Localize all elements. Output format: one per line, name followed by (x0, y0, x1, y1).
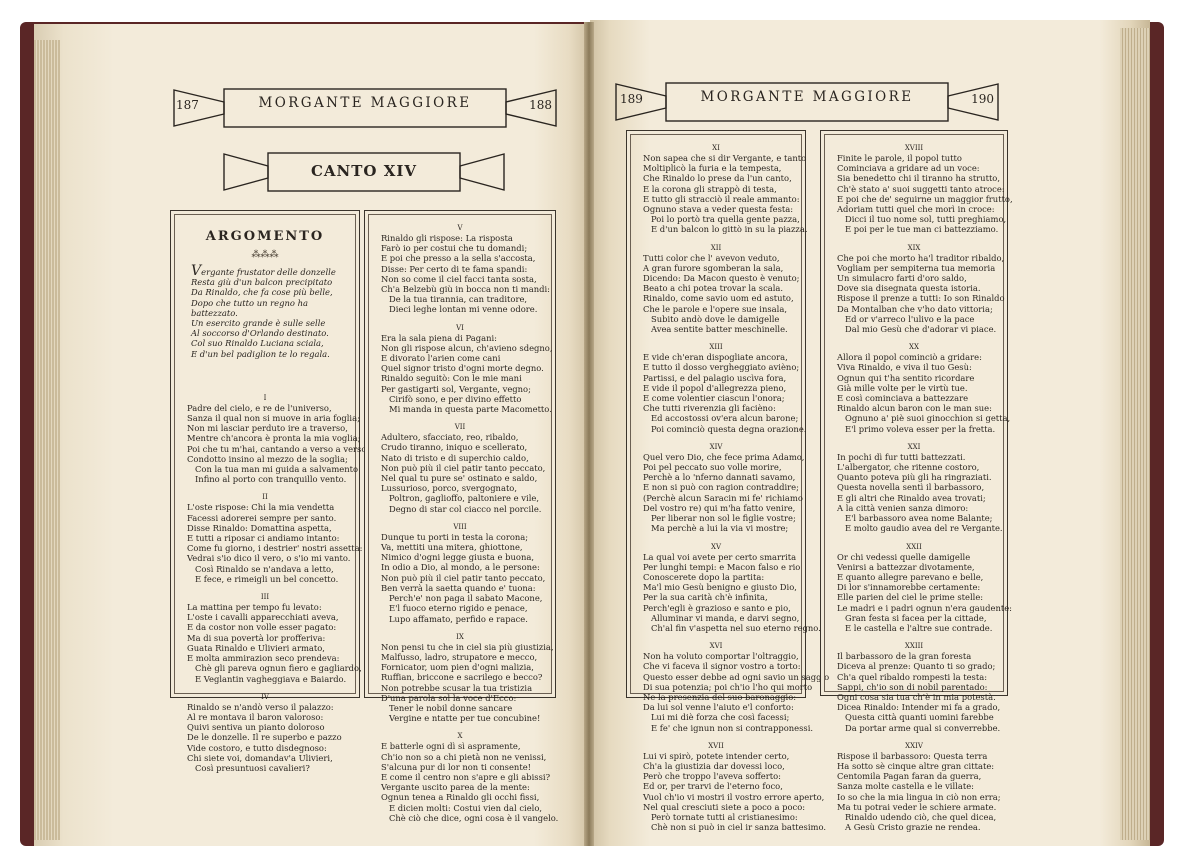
verse-line: Condotto insino al mezzo de la soglia; (187, 453, 348, 464)
verse-line: Quanto poteva più gli ha ringraziati. (837, 472, 992, 483)
verse-line: E molta ammirazion seco prendeva: (187, 653, 340, 664)
ornament: ⁂⁂⁂ (251, 250, 279, 260)
verse-line: Subito andò dove le damigelle (651, 313, 780, 324)
verse-line: Viva Rinaldo, e viva il tuo Gesù: (837, 362, 972, 373)
argomento-line: Col suo Rinaldo Luciana sciala, (191, 338, 324, 349)
verse-line: Sia benedetto chi il tiranno ha strutto, (837, 173, 1001, 184)
verse-line: (Perchè alcun Saracin mi fe' richiamo (643, 492, 803, 503)
verse-line: Che vi faceva il signor vostro a torto: (643, 661, 801, 672)
verse-line: Ognuno a' piè suoi ginocchion si getta, (845, 413, 1011, 424)
verse-line: Dal mio Gesù che d'adorar vi piace. (845, 324, 997, 335)
verse-line: E come volentier ciascun l'onora; (643, 393, 785, 404)
verse-line: Padre del cielo, e re de l'universo, (187, 402, 332, 413)
verse-line: Cominciava a gridare ad un voce: (837, 163, 980, 174)
verse-line: Lupo affamato, perfido e rapace. (389, 613, 528, 624)
verse-line: Sanza il qual non si muove in aria foglia; (187, 413, 360, 424)
verse-line: Rinaldo udendo ciò, che quel dicea, (845, 811, 997, 822)
stanza (643, 342, 807, 434)
verse-line: Da Montalban che v'ho dato vittoria; (837, 303, 993, 314)
verse-line: La qual voi avete per certo smarrita (643, 551, 797, 562)
verse-line: Da portar arme qual si converrebbe. (845, 722, 1001, 733)
verse-line: Ognun qui t'ha sentito ricordare (837, 372, 975, 383)
verse-line: Facessi adorerei sempre per santo. (187, 512, 337, 523)
page-number-189: 189 (620, 92, 643, 106)
verse-line: Però tornate tutti al cristianesimo: (651, 811, 798, 822)
verse-line: Ha sotto sè cinque altre gran cittate: (837, 760, 995, 771)
verse-line: E d'un balcon lo gittò in su la piazza. (651, 224, 808, 235)
verse-line: Disse Rinaldo: Domattina aspetta, (187, 522, 332, 533)
stanza-number: XVIII (904, 144, 924, 152)
stanza (643, 641, 830, 733)
verse-line: Al re montava il baron valoroso: (187, 711, 324, 722)
left-running-header (172, 86, 558, 130)
stanza-number: XIX (907, 243, 921, 252)
verse-line: Ch'a la giustizia dar dovessi loco, (643, 760, 785, 771)
verse-line: Non potrebbe scusar la tua tristizia (381, 682, 533, 693)
verse-line: Dicea Rinaldo: Intender mi fa a grado, (837, 702, 1001, 713)
verse-line: Che Rinaldo lo prese da l'un canto, (643, 173, 792, 184)
verse-line: Fornicator, uom pien d'ogni malizia, (381, 662, 534, 673)
verse-line: E da costor non volle esser pagato: (187, 622, 337, 633)
argomento-line: Un esercito grande è sulle selle (191, 318, 326, 329)
verse-line: E così cominciava a battezzare (837, 393, 969, 404)
stanza (187, 393, 370, 485)
verse-line: Ma di sua povertà lor profferiva: (187, 632, 326, 643)
verse-line: Questa città quanti uomini farebbe (845, 712, 994, 723)
verse-line: L'albergator, che ritenne costoro, (837, 462, 980, 473)
verse-line: E vide ch'eran dispogliate ancora, (643, 352, 788, 363)
verse-line: Da lui sol venne l'aiuto e'l conforto: (643, 702, 794, 713)
stanza (643, 243, 800, 335)
verse-line: Chè gli pareva ognun fiero e gagliardo, (195, 663, 362, 674)
verse-line: Rinaldo alcun baron con le man sue: (837, 403, 992, 414)
verse-line: E come il centro non s'apre e gli abissi? (381, 771, 551, 782)
verse-line: Nel qual tu pure se' ostinato e saldo, (381, 473, 538, 484)
verse-line: De la tua tirannia, can traditore, (389, 294, 528, 305)
verse-line: Quel vero Dio, che fece prima Adamo, (643, 451, 805, 462)
stanza-number: XXIV (905, 741, 923, 750)
verse-line: Ed or, per trarvi de l'eterno foco, (643, 781, 783, 792)
verse-line: Mentre ch'ancora è pronta la mia voglia; (187, 433, 361, 444)
stanza (643, 442, 805, 534)
verse-line: Per gastigarti sol, Vergante, vegno; (381, 383, 531, 394)
verse-line: Perch'egli è grazioso e santo e pio, (643, 602, 791, 613)
stanza-number: X (457, 732, 463, 741)
verse-line: Per lunghi tempi: e Macon falso e rio (643, 561, 801, 572)
stanza (381, 323, 553, 415)
verse-line: E'l primo voleva esser per la fretta. (845, 423, 996, 434)
right-page-edges (1120, 28, 1150, 840)
verse-line: Conoscerete dopo la partita: (643, 571, 765, 582)
verse-line: Ma tu potrai veder le schiere armate. (837, 801, 997, 812)
verse-line: Con la tua man mi guida a salvamento (195, 464, 359, 475)
verse-line: Di sua potenzia; poi ch'io l'ho qui morto (643, 681, 813, 692)
verse-line: Ognun tenea a Rinaldo gli occhi fissi, (381, 792, 540, 803)
right-column-1 (626, 130, 830, 833)
left-page-edges (34, 40, 60, 840)
verse-line: Questa novella sentì il barbassoro, (837, 482, 985, 493)
verse-line: Ogni cosa sia tua ch'è in mia potestà. (837, 691, 996, 702)
verse-line: E la corona gli strappò di testa, (643, 183, 777, 194)
verse-line: In odio a Dio, al mondo, a le persone: (381, 562, 540, 573)
verse-line: Diceva al prenze: Quanto ti so grado; (837, 661, 996, 672)
verse-line: Non sapea che si dir Vergante, e tanto (643, 153, 807, 163)
verse-line: Chi siete voi, domandav'a Ulivieri, (187, 752, 333, 763)
verse-line: Va, mettiti una mitera, ghiottone, (381, 542, 523, 553)
verse-line: Così presuntuosi cavalieri? (195, 762, 310, 773)
verse-line: Per la sua carità ch'è infinita, (643, 592, 768, 603)
verse-line: Rinaldo se n'andò verso il palazzo: (187, 701, 334, 712)
stanza (187, 492, 363, 584)
stanza (187, 592, 362, 684)
canto-title-frame (222, 150, 506, 194)
stanza (187, 692, 343, 773)
verse-line: Ma perchè a lui la via vi mostre; (651, 523, 789, 534)
verse-line: Allora il popol cominciò a gridare: (837, 352, 982, 363)
right-column-2 (820, 130, 1013, 833)
verse-line: Poi cominciò questa degna orazione. (651, 423, 807, 434)
stanza-number: II (262, 493, 268, 502)
verse-line: Chè ciò che dice, ogni cosa è il vangelo. (389, 812, 559, 823)
verse-line: Cirifò sono, e per divino effetto (389, 393, 522, 404)
stanza-number: IX (456, 632, 464, 641)
verse-line: E'l fuoco eterno rigido e penace, (389, 603, 528, 614)
verse-line: Centomila Pagan faran da guerra, (837, 771, 982, 782)
verse-line: Malfusso, ladro, strupatore e mecco, (381, 651, 538, 662)
verse-line: E fe' che ignun non si contrapponessi. (651, 722, 814, 733)
stanza-number: XX (909, 343, 919, 352)
verse-line: Ma'l mio Gesù benigno e giusto Dio, (643, 582, 797, 593)
verse-line: Rinaldo seguitò: Con le mie mani (381, 373, 522, 384)
verse-line: Adultero, sfacciato, reo, ribaldo, (381, 432, 519, 443)
verse-line: Questo esser debbe ad ogni savio un saggio (643, 671, 830, 682)
verse-line: Rispose il barbassoro: Questa terra (837, 750, 988, 761)
verse-line: E le castella e l'altre sue contrade. (845, 622, 993, 633)
verse-line: Vide costoro, e tutto disdegnoso: (187, 742, 327, 753)
verse-line: De le donzelle. Il re superbo e pazzo (187, 732, 342, 743)
verse-line: Che tutti riverenzia gli facièno: (643, 403, 776, 414)
verse-line: Disse: Per certo di te fama spandi: (381, 263, 528, 274)
verse-line: Vergine e ntatte per tue concubine! (389, 713, 541, 724)
stanza-number: XIII (709, 343, 723, 352)
verse-line: Gran festa si facea per la cittade, (845, 612, 987, 623)
verse-line: Farò io per costui che tu domandi; (381, 243, 528, 254)
stanza (837, 442, 1003, 534)
verse-line: Come fu giorno, i destrier' nostri assetta: (187, 543, 363, 554)
verse-line: La mattina per tempo fu levato: (187, 602, 322, 613)
verse-line: Or chi vedessi quelle damigelle (837, 551, 971, 562)
verse-line: Vergante uscito parea de la mente: (381, 782, 530, 793)
verse-line: Nato di tristo e di superchio caldo, (381, 452, 529, 463)
verse-line: Ne la presenzia del suo baronaggio: (643, 691, 797, 702)
verse-line: Ch'a quel ribaldo rompesti la testa: (837, 671, 988, 682)
verse-line: Io so che la mia lingua in ciò non erra; (837, 791, 1001, 802)
verse-line: Chè non si può in ciel ir sanza battesimo. (651, 822, 827, 833)
verse-line: Rinaldo gli rispose: La risposta (381, 233, 513, 243)
stanza (837, 342, 1011, 434)
stanza (837, 741, 1001, 833)
verse-line: E divorato l'arien come cani (381, 353, 501, 364)
verse-line: E'l barbassoro avea nome Balante; (845, 513, 993, 524)
stanza-number: XIV (709, 442, 723, 451)
verse-line: Poi lo portò tra quella gente pazza, (651, 214, 800, 225)
verse-line: Crudo tiranno, iniquo e scellerato, (381, 442, 528, 453)
stanza (381, 632, 554, 724)
verse-line: Un simulacro farti d'oro saldo, (837, 273, 967, 284)
stanza-number: III (260, 593, 270, 602)
verse-line: Ch'a Belzebù giù in bocca non ti mandi: (381, 284, 550, 295)
verse-line: Era la sala piena di Pagani: (381, 332, 497, 343)
verse-line: Per liberar non sol le figlie vostre; (651, 513, 796, 524)
verse-line: Perchè a lo 'nferno dannati savamo, (643, 472, 796, 483)
verse-line: Lui vi spirò, potete intender certo, (643, 750, 790, 761)
verse-line: A Gesù Cristo grazie ne rendea. (845, 822, 981, 833)
verse-line: Tutti color che l' avevon veduto, (643, 252, 780, 263)
verse-line: Non pensi tu che in ciel sia più giustizia, (381, 641, 554, 652)
verse-line: Degno di star col ciacco nel porcile. (389, 503, 542, 514)
verse-line: Dicci il tuo nome sol, tutti preghiamo, (845, 214, 1007, 225)
argomento-line: Al soccorso d'Orlando destinato. (191, 328, 329, 339)
verse-line: Vedrai s'io dico il vero, o s'io mi vanto. (187, 553, 351, 564)
verse-line: Dove sia disegnata questa istoria. (837, 283, 981, 294)
verse-line: Non mi lasciar perduto ire a traverso, (187, 423, 348, 434)
verse-line: S'alcuna pur di lor non ti consente! (381, 761, 532, 772)
verse-line: Avea sentite batter meschinelle. (651, 324, 788, 335)
stanza (381, 522, 546, 624)
canto-title: CANTO XIV (310, 162, 418, 180)
verse-line: Beato a chi potea trovar la scala. (643, 283, 784, 294)
argomento-line: Vergante frustator delle donzelle (191, 263, 336, 279)
verse-line: Il barbassoro de la gran foresta (837, 651, 972, 662)
stanza-number: XI (712, 144, 720, 152)
argomento-line: Da Rinaldo, che fa cose più belle, (191, 287, 333, 298)
stanza-number: XXII (906, 542, 922, 551)
verse-line: L'oste rispose: Chi la mia vendetta (187, 502, 335, 513)
stanza (643, 741, 827, 833)
verse-line: Sappi, ch'io son di nobil parentado: (837, 681, 988, 692)
verse-line: Finite le parole, il popol tutto (837, 153, 962, 163)
stanza (837, 243, 1005, 335)
stanza (381, 731, 559, 823)
stanza (381, 223, 550, 315)
stanza (381, 422, 546, 514)
stanza-number: VII (454, 423, 466, 432)
verse-line: Nimico d'ogni legge giusta e buona, (381, 552, 535, 563)
verse-line: Rinaldo, come savio uom ed astuto, (643, 293, 794, 304)
verse-line: Non ha voluto comportar l'oltraggio, (643, 651, 799, 662)
stanza-number: XVII (708, 741, 724, 750)
verse-line: E fece, e rimeigli un bel concetto. (195, 573, 339, 584)
verse-line: A gran furore sgomberan la sala, (643, 262, 784, 273)
verse-line: Tener le nobil donne sancare (389, 702, 513, 713)
verse-line: Non so come il ciel facci tanta sosta, (381, 273, 537, 284)
verse-line: Le madri e i padri ognun n'era gaudente: (837, 602, 1012, 613)
verse-line: A la città venien sanza dimoro: (837, 502, 969, 513)
stanza-number: V (457, 224, 463, 232)
verse-line: Moltiplicò la furia e la tempesta, (643, 163, 782, 174)
verse-line: Lussurioso, porco, svergognato, (381, 483, 518, 494)
stanza (643, 542, 821, 634)
verse-line: E tutti a riposar ci andiamo intanto: (187, 533, 340, 544)
verse-line: Non può più il ciel patir tanto peccato, (381, 462, 546, 473)
stanza (837, 641, 1001, 733)
page-number-188: 188 (529, 98, 552, 112)
stanza-number: I (263, 393, 267, 402)
verse-line: Già mille volte per le virtù tue. (837, 382, 968, 393)
verse-line: Mi manda in questa parte Macometto. (389, 404, 552, 415)
verse-line: Del vostro re) qui m'ha fatto venire, (643, 502, 796, 513)
verse-line: Vuol ch'io vi mostri il vostro errore aperto, (643, 791, 825, 802)
stanza-number: IV (261, 692, 269, 701)
argomento-verses (187, 263, 343, 359)
verse-line: E quanto allegre parevano e belle, (837, 571, 984, 582)
verse-line: Nel qual cresciuti siete a poco a poco: (643, 801, 806, 812)
verse-line: Non gli rispose alcun, ch'avieno sdegno, (381, 342, 553, 353)
verse-line: E poi che de' seguirne un maggior frutto, (837, 193, 1013, 204)
verse-line: Elle parien del ciel le prime stelle: (837, 592, 984, 603)
verse-line: E tutto gli stracciò il reale ammanto: (643, 193, 800, 204)
stanza-number: VIII (453, 522, 467, 531)
stanza-number: VI (456, 323, 464, 332)
verse-line: Ed or v'arreco l'ulivo e la pace (845, 313, 975, 324)
verse-line: E vide il popol d'allegrezza pieno, (643, 382, 787, 393)
verse-line: E poi per le tue man ci battezziamo. (845, 224, 999, 235)
verse-line: Adoriam tutti quel che morì in croce: (837, 204, 995, 215)
verse-line: In pochi dì fur tutti battezzati. (837, 451, 966, 462)
book-spine (584, 22, 594, 846)
stanza-number: XXIII (904, 642, 924, 651)
verse-line: E gli altri che Rinaldo avea trovati; (837, 492, 986, 503)
verse-line: Poi che tu m'hai, cantando a verso a verso, (187, 443, 370, 454)
verse-line: Ognuno stava a veder questa festa: (643, 204, 794, 215)
verse-line: Dieci leghe lontan mi venne odore. (389, 304, 538, 315)
verse-line: Partissi, e del palagio uscìva fora, (643, 372, 787, 383)
argomento-line: Dopo che tutto un regno ha battezzato. (191, 297, 308, 318)
argomento-line: Resta giù d'un balcon precipitato (191, 277, 333, 288)
verse-line: Ed accostossi ov'era alcun barone; (651, 413, 799, 424)
verse-line: E non si può con ragion contraddire; (643, 482, 799, 493)
verse-line: Non può più il ciel patir tanto peccato, (381, 572, 546, 583)
verse-line: Ch'io non so a chi pietà non ne venissi, (381, 751, 547, 762)
verse-line: E tutto il dosso vergheggiato avièno; (643, 362, 800, 373)
verse-line: Ch'al fin v'aspetta nel suo eterno regno. (651, 622, 821, 633)
stanza (837, 542, 1012, 634)
stanza (643, 143, 808, 235)
verse-line: Perch'e' non paga il sabato Macone, (389, 593, 543, 604)
verse-line: D'una parola sol la voce d'Ecco: (381, 692, 517, 703)
verse-line: Così Rinaldo se n'andava a letto, (195, 563, 334, 574)
stanza-number: XV (710, 542, 722, 551)
verse-line: Infino al porto con tranquillo vento. (195, 474, 347, 485)
verse-line: Quel signor tristo d'ogni morte degno. (381, 363, 544, 374)
stanza-number: XII (710, 243, 722, 252)
verse-line: E molto gaudio avea del re Vergante. (845, 523, 1003, 534)
page-number-187: 187 (176, 98, 199, 112)
left-column-2 (364, 210, 559, 823)
verse-line: Dunque tu porti in testa la corona; (381, 531, 529, 542)
verse-line: Guata Rinaldo e Ulivieri armato, (187, 642, 325, 653)
left-column-1 (170, 210, 370, 773)
verse-line: E Veglantin vagheggiava e Baiardo. (195, 673, 347, 684)
verse-line: E poi che presso a la sella s'accosta, (381, 253, 536, 264)
right-running-title: MORGANTE MAGGIORE (700, 89, 914, 105)
verse-line: Però che troppo l'aveva sofferto: (643, 771, 781, 782)
verse-line: Lui mi diè forza che così facessi; (651, 712, 790, 723)
right-running-header (614, 80, 1000, 124)
stanza-number: XXI (907, 442, 921, 451)
verse-line: Alluminar vi manda, e darvi segno, (651, 612, 800, 623)
verse-line: Che le parole e l'opere sue insala, (643, 303, 788, 314)
argomento-title: ARGOMENTO (205, 229, 325, 244)
verse-line: Dicendo: Da Macon questo è venuto; (643, 273, 800, 284)
verse-line: Vogliam per sempiterna tua memoria (837, 262, 996, 273)
verse-line: Sanza molte castella e le villate: (837, 781, 974, 792)
stanza-number: XVI (709, 642, 723, 651)
verse-line: Ch'è stato a' suoi suggetti tanto atroce: (837, 183, 1005, 194)
verse-line: Che poi che morto ha'l traditor ribaldo, (837, 252, 1005, 263)
verse-line: Rispose il prenze a tutti: Io son Rinaldo (837, 293, 1005, 304)
verse-line: Venirsi a battezzar divotamente, (837, 561, 975, 572)
verse-line: L'oste i cavalli apparecchiati aveva, (187, 612, 339, 623)
verse-line: Quivi sentiva un pianto doloroso (187, 722, 325, 733)
argomento-line: E d'un bel padiglion te lo regala. (191, 348, 330, 359)
verse-line: Ben verrà la saetta quando e' tuona: (381, 582, 536, 593)
verse-line: Ruffian, briccone e sacrilego e becco? (381, 672, 543, 683)
page-number-190: 190 (971, 92, 994, 106)
verse-line: Di lor s'innamorebbe certamente: (837, 582, 981, 593)
left-running-title: MORGANTE MAGGIORE (258, 95, 472, 111)
verse-line: Poi pel peccato suo volle morire, (643, 462, 782, 473)
verse-line: E batterle ogni dì sì aspramente, (381, 741, 521, 752)
verse-line: E dicien molti: Costui vien dal cielo, (389, 802, 543, 813)
stanza (837, 143, 1013, 235)
verse-line: Poltron, gaglioffo, paltoniere e vile, (389, 493, 539, 504)
